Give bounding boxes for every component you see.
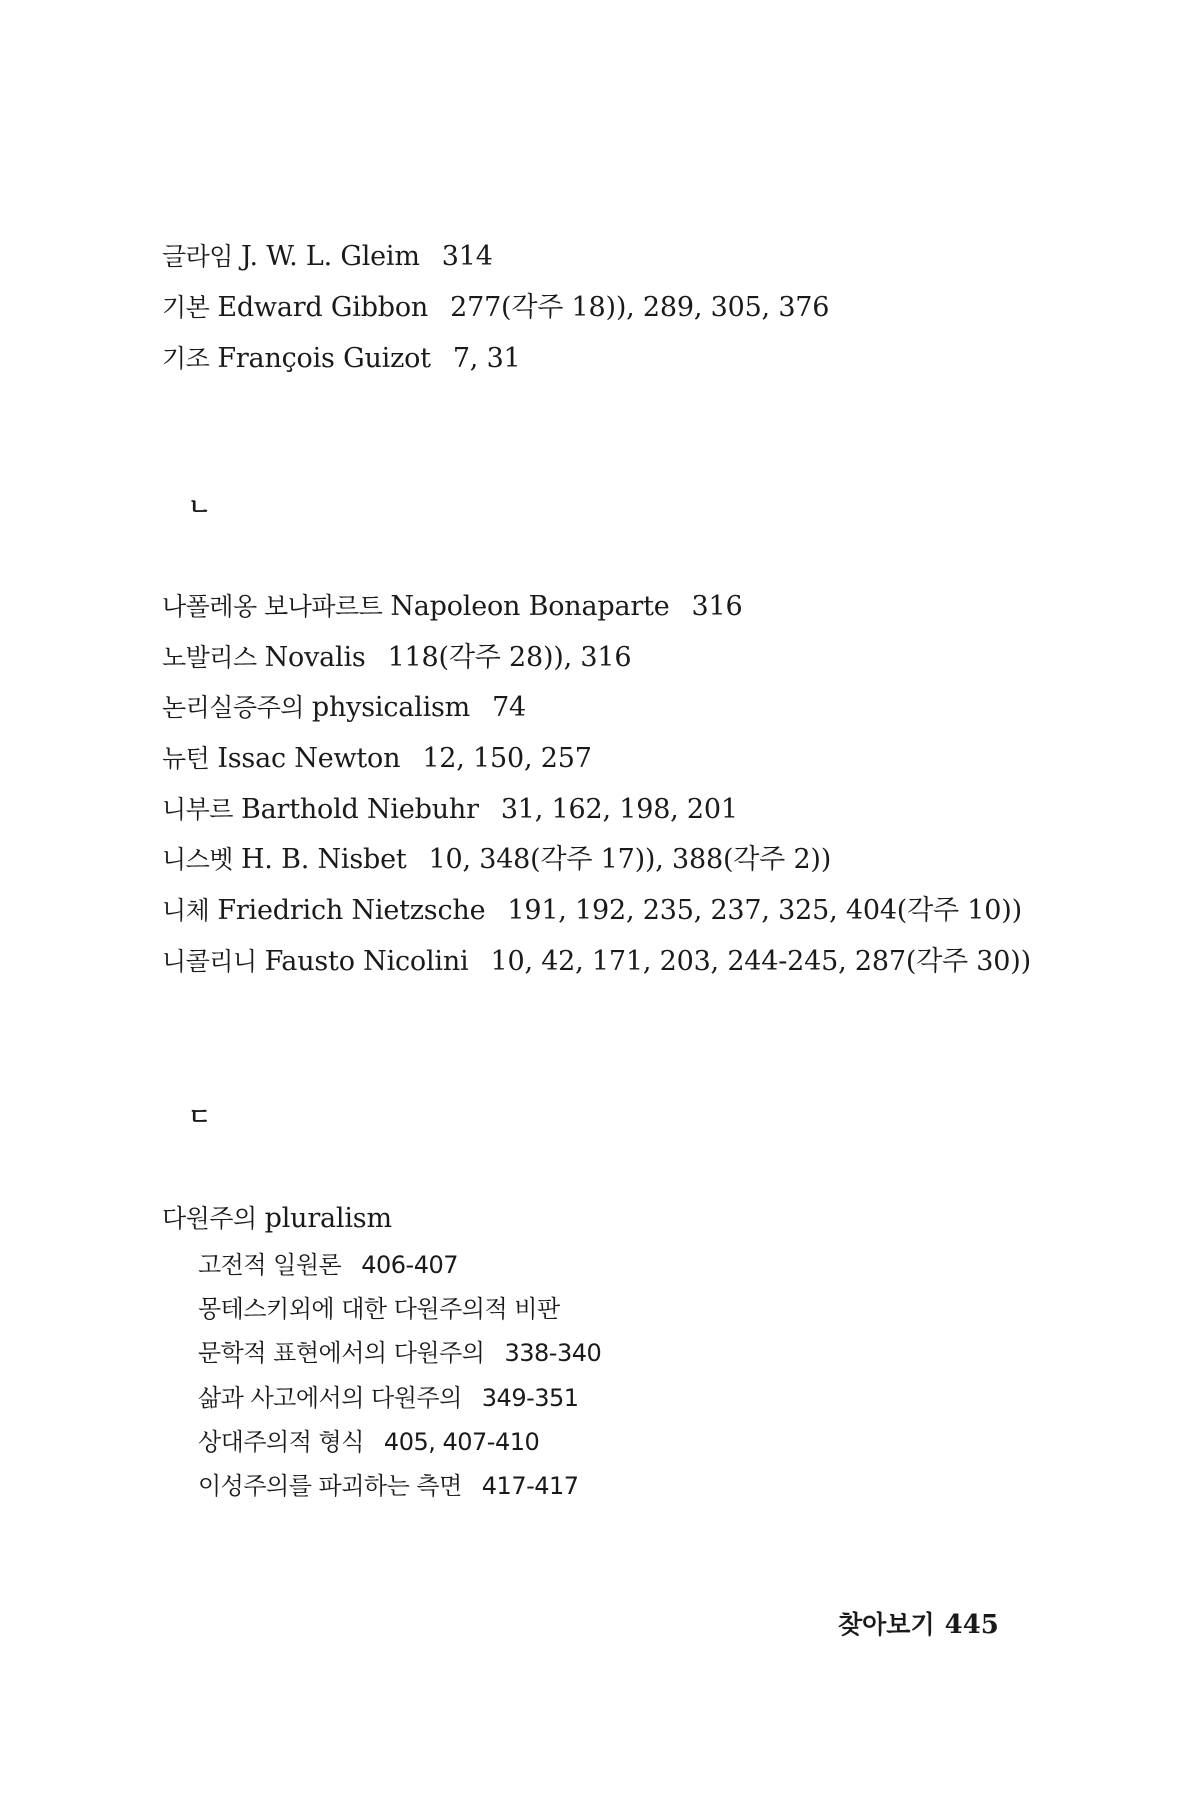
subentry-page-refs: 417-417 xyxy=(481,1472,579,1500)
entry-korean-term: 니체 xyxy=(162,896,210,925)
entry-page-refs: 277(각주 18)), 289, 305, 376 xyxy=(450,292,830,323)
subentry-page-refs: 405, 407-410 xyxy=(383,1428,540,1456)
entry-english-term: Barthold Niebuhr xyxy=(240,794,479,825)
index-entry xyxy=(162,745,592,772)
index-entry xyxy=(162,644,631,671)
entry-page-refs: 191, 192, 235, 237, 325, 404(각주 10)) xyxy=(507,895,1022,926)
footer-label: 찾아보기 xyxy=(838,1610,935,1639)
index-entry xyxy=(162,1205,392,1232)
entry-korean-term: 다원주의 xyxy=(162,1204,257,1233)
subentry-page-refs: 406-407 xyxy=(361,1251,459,1279)
entry-korean-term: 니콜리니 xyxy=(162,947,257,976)
entry-english-term: Novalis xyxy=(264,642,366,673)
index-entry xyxy=(162,294,829,321)
index-entry xyxy=(162,345,521,372)
entry-english-term: H. B. Nisbet xyxy=(240,844,407,875)
entry-english-term: Napoleon Bonaparte xyxy=(390,591,670,622)
subentry-text: 이성주의를 파괴하는 측면 xyxy=(198,1472,462,1500)
entry-korean-term: 글라임 xyxy=(162,242,233,271)
entry-english-term: physicalism xyxy=(311,692,471,723)
entry-page-refs: 314 xyxy=(441,241,493,272)
entry-korean-term: 노발리스 xyxy=(162,643,257,672)
entry-korean-term: 논리실증주의 xyxy=(162,693,304,722)
subentry-text: 고전적 일원론 xyxy=(198,1251,342,1279)
entry-korean-term: 니스벳 xyxy=(162,845,233,874)
entry-page-refs: 74 xyxy=(492,692,527,723)
index-entry xyxy=(162,593,742,620)
index-entry xyxy=(162,846,831,873)
section-heading-letter: ㄷ xyxy=(188,1103,212,1131)
entry-korean-term: 뉴턴 xyxy=(162,744,210,773)
section-heading-letter: ㄴ xyxy=(188,493,212,521)
entry-english-term: Friedrich Nietzsche xyxy=(217,895,486,926)
index-entry xyxy=(162,948,1031,975)
index-subentry xyxy=(198,1430,539,1454)
entry-english-term: Edward Gibbon xyxy=(217,292,429,323)
subentry-text: 몽테스키외에 대한 다원주의적 비판 xyxy=(198,1295,560,1323)
index-subentry xyxy=(198,1386,579,1410)
entry-page-refs: 12, 150, 257 xyxy=(422,743,592,774)
subentry-page-refs: 349-351 xyxy=(481,1384,579,1412)
index-subentry xyxy=(198,1341,601,1365)
page-footer xyxy=(838,1612,999,1638)
subentry-text: 문학적 표현에서의 다원주의 xyxy=(198,1339,485,1367)
entry-english-term: J. W. L. Gleim xyxy=(240,241,420,272)
subentry-page-refs: 338-340 xyxy=(504,1339,602,1367)
entry-english-term: pluralism xyxy=(264,1203,392,1234)
subentry-text: 상대주의적 형식 xyxy=(198,1428,364,1456)
entry-korean-term: 기본 xyxy=(162,293,210,322)
entry-page-refs: 10, 348(각주 17)), 388(각주 2)) xyxy=(428,844,832,875)
entry-page-refs: 7, 31 xyxy=(452,343,521,374)
entry-page-refs: 118(각주 28)), 316 xyxy=(387,642,632,673)
entry-korean-term: 니부르 xyxy=(162,795,233,824)
entry-korean-term: 나폴레옹 보나파르트 xyxy=(162,592,383,621)
index-entry xyxy=(162,796,738,823)
entry-english-term: François Guizot xyxy=(217,343,431,374)
entry-page-refs: 316 xyxy=(691,591,743,622)
index-entry xyxy=(162,243,493,270)
entry-page-refs: 31, 162, 198, 201 xyxy=(500,794,738,825)
page-number: 445 xyxy=(944,1610,999,1640)
entry-english-term: Issac Newton xyxy=(217,743,401,774)
index-subentry xyxy=(198,1253,458,1277)
entry-english-term: Fausto Nicolini xyxy=(264,946,469,977)
entry-korean-term: 기조 xyxy=(162,344,210,373)
index-subentry xyxy=(198,1297,580,1321)
index-entry xyxy=(162,694,526,721)
index-subentry xyxy=(198,1474,579,1498)
subentry-text: 삶과 사고에서의 다원주의 xyxy=(198,1384,462,1412)
entry-page-refs: 10, 42, 171, 203, 244-245, 287(각주 30)) xyxy=(490,946,1031,977)
index-entry xyxy=(162,897,1022,924)
